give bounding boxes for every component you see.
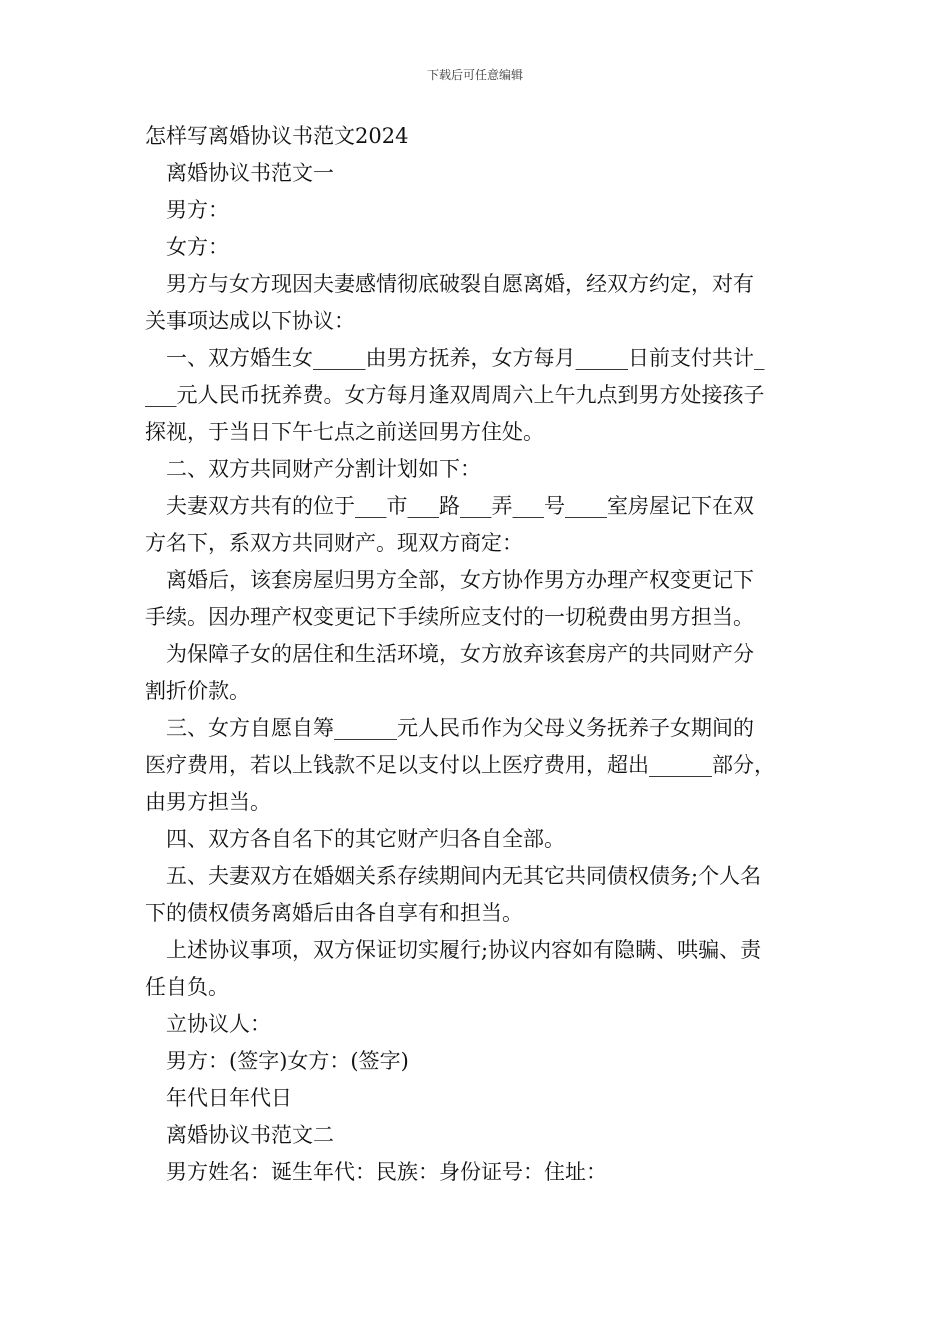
document-title: 怎样写离婚协议书范文2024 (145, 124, 409, 148)
text-line: 夫妻双方共有的位于___市___路___弄___号____室房屋记下在双 (166, 494, 754, 518)
text-line: ___元人民币抚养费。女方每月逢双周周六上午九点到男方处接孩子 (145, 383, 765, 407)
text-line: 为保障子女的居住和生活环境，女方放弃该套房产的共同财产分 (166, 642, 754, 666)
text-line: 四、双方各自名下的其它财产归各自全部。 (166, 827, 565, 851)
text-line: 方名下，系双方共同财产。现双方商定： (145, 531, 523, 555)
text-line: 三、女方自愿自筹______元人民币作为父母义务抚养子女期间的 (166, 716, 754, 740)
text-line: 上述协议事项，双方保证切实履行;协议内容如有隐瞒、哄骗、责 (166, 938, 762, 962)
text-line: 男方姓名：诞生年代：民族：身份证号：住址： (166, 1160, 607, 1184)
text-line: 二、双方共同财产分割计划如下： (166, 457, 481, 481)
text-line: 男方与女方现因夫妻感情彻底破裂自愿离婚，经双方约定，对有 (166, 272, 754, 296)
page-header: 下载后可任意编辑 (426, 68, 523, 82)
text-line: 一、双方婚生女_____由男方抚养，女方每月_____日前支付共计_ (166, 346, 765, 370)
text-line: 下的债权债务离婚后由各自享有和担当。 (145, 901, 523, 925)
text-line: 关事项达成以下协议： (145, 309, 355, 333)
text-line: 立协议人： (166, 1012, 271, 1036)
text-line: 割折价款。 (145, 679, 250, 703)
text-line: 任自负。 (145, 975, 229, 999)
text-line: 女方： (166, 235, 229, 259)
document-body (145, 118, 813, 1191)
text-line: 男方：(签字)女方：(签字) (166, 1049, 409, 1073)
section-heading: 离婚协议书范文一 (166, 161, 334, 185)
text-line: 探视，于当日下午七点之前送回男方住处。 (145, 420, 544, 444)
text-line: 五、夫妻双方在婚姻关系存续期间内无其它共同债权债务;个人名 (166, 864, 762, 888)
text-line: 离婚后，该套房屋归男方全部，女方协作男方办理产权变更记下 (166, 568, 754, 592)
text-line: 手续。因办理产权变更记下手续所应支付的一切税费由男方担当。 (145, 605, 754, 629)
section-heading: 离婚协议书范文二 (166, 1123, 334, 1147)
text-line: 由男方担当。 (145, 790, 271, 814)
text-line: 年代日年代日 (166, 1086, 292, 1110)
text-line: 医疗费用，若以上钱款不足以支付以上医疗费用，超出______部分， (145, 753, 775, 777)
text-line: 男方： (166, 198, 229, 222)
